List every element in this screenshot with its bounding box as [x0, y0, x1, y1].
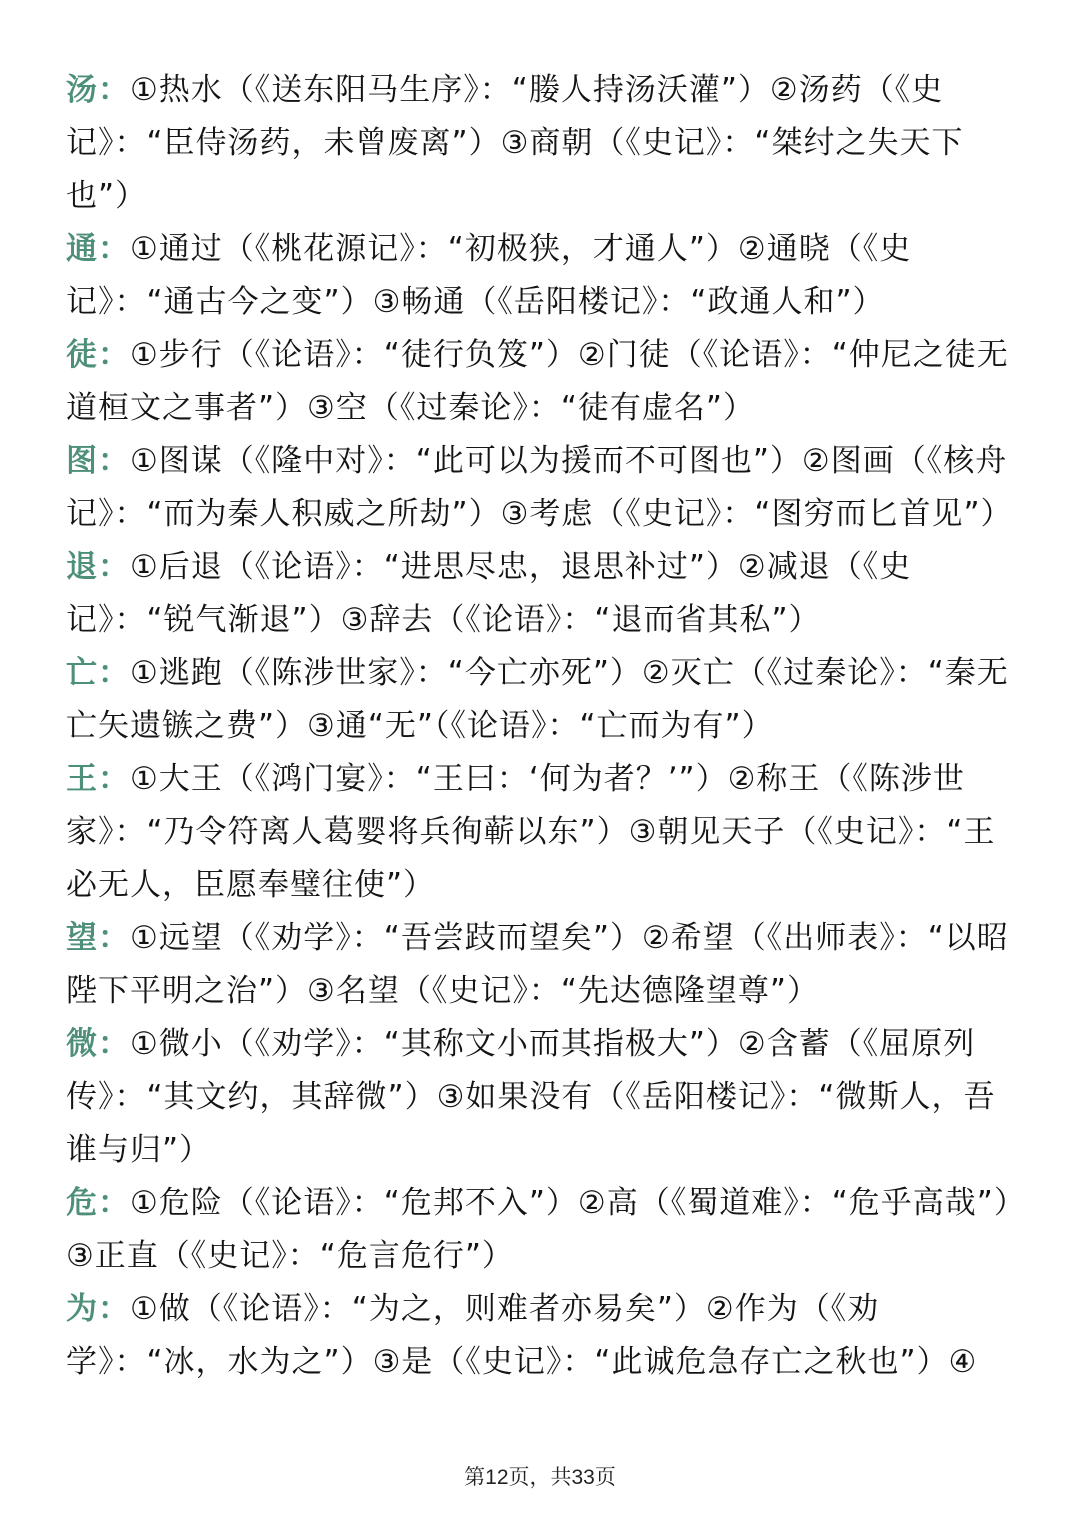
- headword-separator: ：: [98, 72, 130, 108]
- headword: 徒: [66, 337, 98, 373]
- headword: 望: [66, 920, 98, 956]
- headword: 退: [66, 549, 98, 585]
- entry-text: ①微小（《劝学》：“其称文小而其指极大”）②含蓄（《屈原列传》：“其文约，其辞微”）③如果没有（《岳阳楼记》：“微斯人，吾谁与归”）: [66, 1026, 996, 1168]
- entry-text: ①大王（《鸿门宴》：“王曰：‘何为者？’”）②称王（《陈涉世家》：“乃令符离人葛婴将兵徇蕲以东”）③朝见天子（《史记》：“王必无人，臣愿奉璧往使”）: [66, 761, 996, 903]
- entry-tu-plan: [66, 435, 1021, 541]
- headword: 为: [66, 1291, 98, 1327]
- entry-tui: [66, 541, 1021, 647]
- entry-wang-perish: [66, 647, 1021, 753]
- headword: 微: [66, 1026, 98, 1062]
- headword: 危: [66, 1185, 98, 1221]
- entry-text: ①远望（《劝学》：“吾尝跂而望矣”）②希望（《出师表》：“以昭陛下平明之治”）③名望（《史记》：“先达德隆望尊”）: [66, 920, 1009, 1009]
- headword-separator: ：: [98, 231, 130, 267]
- entry-list: [66, 64, 1021, 1389]
- entry-text: ①做（《论语》：“为之，则难者亦易矣”）②作为（《劝学》：“冰，水为之”）③是（《史记》：“此诚危急存亡之秋也”）④: [66, 1291, 978, 1380]
- entry-text: ①逃跑（《陈涉世家》：“今亡亦死”）②灭亡（《过秦论》：“秦无亡矢遗镞之费”）③通“无”（《论语》：“亡而为有”）: [66, 655, 1009, 744]
- entry-text: ①热水（《送东阳马生序》：“媵人持汤沃灌”）②汤药（《史记》：“臣侍汤药，未曾废离”）③商朝（《史记》：“桀纣之失天下也”）: [66, 72, 964, 214]
- entry-text: ①危险（《论语》：“危邦不入”）②高（《蜀道难》：“危乎高哉”）③正直（《史记》：“危言危行”）: [66, 1185, 1011, 1274]
- headword-separator: ：: [98, 1026, 130, 1062]
- headword-separator: ：: [98, 761, 130, 797]
- headword-separator: ：: [98, 920, 130, 956]
- entry-wang-gaze: [66, 912, 1021, 1018]
- headword-separator: ：: [98, 337, 130, 373]
- headword-separator: ：: [98, 1291, 130, 1327]
- entry-text: ①后退（《论语》：“进思尽忠，退思补过”）②减退（《史记》：“锐气渐退”）③辞去（《论语》：“退而省其私”）: [66, 549, 912, 638]
- headword: 亡: [66, 655, 98, 691]
- entry-wang-king: [66, 753, 1021, 912]
- entry-wei-small: [66, 1018, 1021, 1177]
- headword-separator: ：: [98, 655, 130, 691]
- headword-separator: ：: [98, 1185, 130, 1221]
- entry-tong: [66, 223, 1021, 329]
- headword: 汤: [66, 72, 98, 108]
- headword: 王: [66, 761, 98, 797]
- entry-text: ①通过（《桃花源记》：“初极狭，才通人”）②通晓（《史记》：“通古今之变”）③畅通（《岳阳楼记》：“政通人和”）: [66, 231, 912, 320]
- headword-separator: ：: [98, 549, 130, 585]
- entry-text: ①步行（《论语》：“徒行负笈”）②门徒（《论语》：“仲尼之徒无道桓文之事者”）③空（《过秦论》：“徒有虚名”）: [66, 337, 1009, 426]
- entry-tang: [66, 64, 1021, 223]
- entry-text: ①图谋（《隆中对》：“此可以为援而不可图也”）②图画（《核舟记》：“而为秦人积威之所劫”）③考虑（《史记》：“图穷而匕首见”）: [66, 443, 1013, 532]
- headword-separator: ：: [98, 443, 130, 479]
- page-number: 第12页，共33页: [464, 1466, 616, 1489]
- headword: 图: [66, 443, 98, 479]
- entry-wei-danger: [66, 1177, 1021, 1283]
- entry-tu-walk: [66, 329, 1021, 435]
- headword: 通: [66, 231, 98, 267]
- entry-wei-do: [66, 1283, 1021, 1389]
